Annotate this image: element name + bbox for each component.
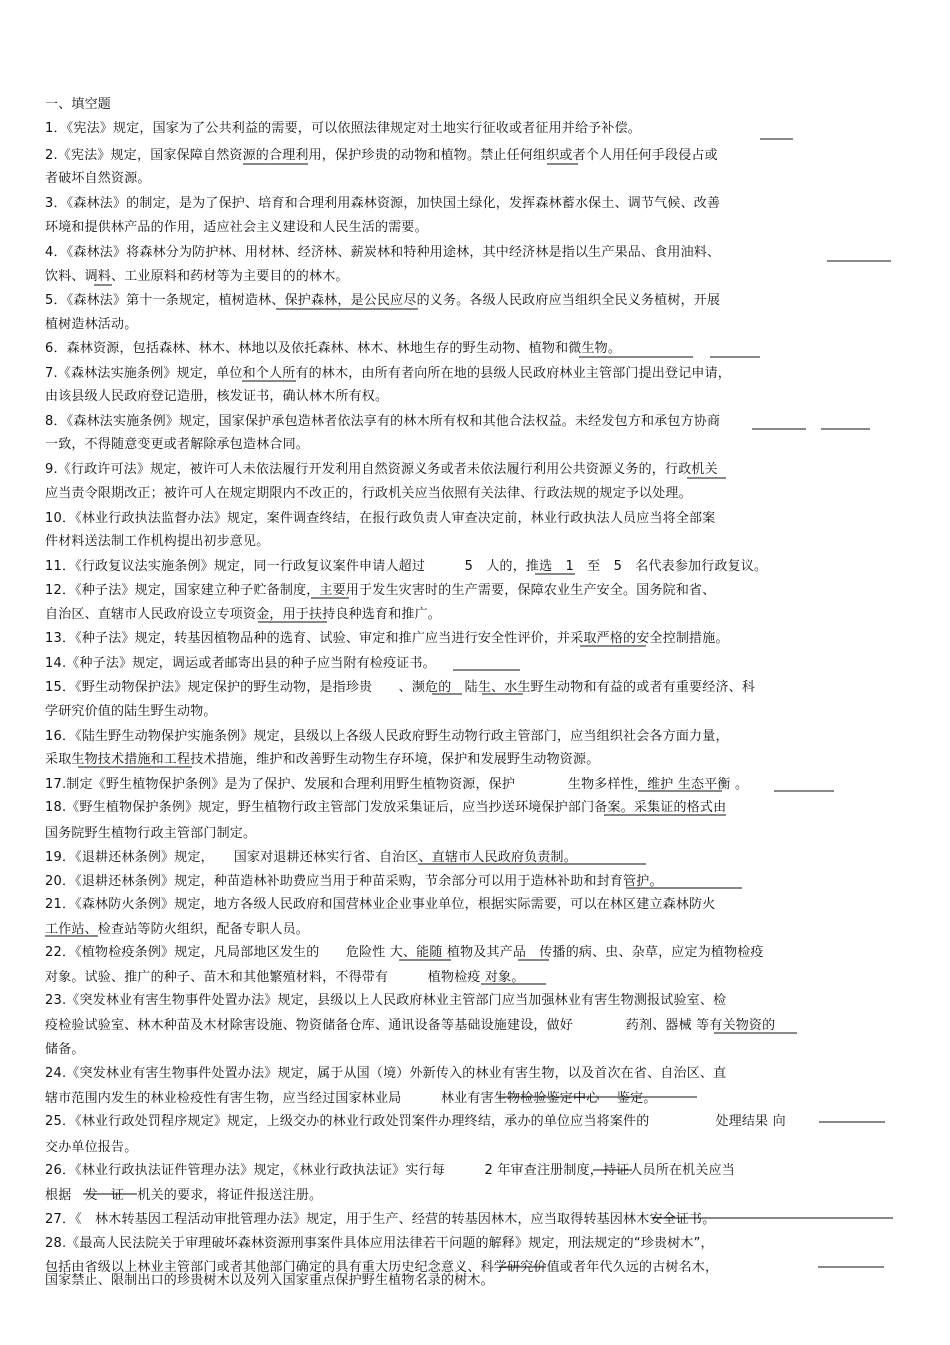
text-line: 5．《森林法》第十一条规定，植树造林、保护森林，是公民应尽的义务。各级人民政府应当组织全民义务植树，开展 [45,293,721,308]
text-line: 17.制定《野生植物保护条例》是为了保护、发展和合理利用野生植物资源，保护 生物多样性，维护 生态平衡 。 [45,777,749,792]
text-line: 21．《森林防火条例》规定，地方各级人民政府和国营林业企业事业单位，根据实际需要，可以在林区建立森林防火 [45,897,716,912]
text-line: 1．《宪法》规定，国家为了公共利益的需要，可以依照法律规定对土地实行征收或者征用并给予补偿。 [45,121,641,136]
text-line: 28.《最高人民法院关于审理破坏森林资源刑事案件具体应用法律若干问题的解释》规定，刑法规定的“珍贵树木”， [45,1236,714,1251]
text-line: 自治区、直辖市人民政府设立专项资金，用于扶持良种选育和推广。 [45,607,442,622]
text-line: 对象。试验、推广的种子、苗木和其他繁殖材料，不得带有 植物检疫 对象。 [45,970,525,985]
text-line: 疫检验试验室、林木种苗及木材除害设施、物资储备仓库、通讯设备等基础设施建设，做好 药剂、器械 等有关物资的 [45,1018,776,1033]
text-line: 8．《森林法实施条例》规定，国家保护承包造林者依法享有的林木所有权和其他合法权益。未经发包方和承包方协商 [45,414,721,429]
text-line: 储备。 [45,1042,85,1057]
text-line: 6．森林资源，包括森林、林木、林地以及依托森林、林木、林地生存的野生动物、植物和微生物。 [45,341,622,356]
text-line: 环境和提供林产品的作用，适应社会主义建设和人民生活的需要。 [45,220,428,235]
text-line: 国家禁止、限制出口的珍贵树木以及列入国家重点保护野生植物名录的树木。 [45,1273,494,1288]
text-line: 一致，不得随意变更或者解除承包造林合同。 [45,437,310,452]
text-line: 26．《林业行政执法证件管理办法》规定，《林业行政执法证》实行每 2 年审查注册制度，持证人员所在机关应当 [45,1163,735,1178]
text-line: 14.《种子法》规定，调运或者邮寄出县的种子应当附有检疫证书。 [45,656,436,671]
text-line: 应当责令限期改正；被许可人在规定期限内不改正的，行政机关应当依照有关法律、行政法规的规定予以处理。 [45,486,692,501]
text-line: 国务院野生植物行政主管部门制定。 [45,826,257,841]
text-line: 20．《退耕还林条例》规定，种苗造林补助费应当用于种苗采购，节余部分可以用于造林补助和封育管护。 [45,874,663,889]
text-line: 植树造林活动。 [45,317,138,332]
text-line: 4．《森林法》将森林分为防护林、用材林、经济林、薪炭林和特种用途林，其中经济林是指以生产果品、食用油料、 [45,245,721,260]
text-line: 12．《种子法》规定，国家建立种子贮备制度，主要用于发生灾害时的生产需要，保障农业生产安全。国务院和省、 [45,583,716,598]
text-line: 学研究价值的陆生野生动物。 [45,704,217,719]
text-line: 交办单位报告。 [45,1140,138,1155]
text-line: 件材料送法制工作机构提出初步意见。 [45,534,270,549]
text-line: 11．《行政复议法实施条例》规定，同一行政复议案件申请人超过 5 人的，推选 1 至 5 名代表参加行政复议。 [45,559,768,574]
text-line: 23.《突发林业有害生物事件处置办法》规定，县级以上人民政府林业主管部门应当加强林业有害生物测报试验室、检 [45,993,727,1008]
text-line: 16．《陆生野生动物保护实施条例》规定，县级以上各级人民政府野生动物行政主管部门，应当组织社会各方面力量， [45,729,729,744]
text-line: 由该县级人民政府登记造册，核发证书，确认林木所有权。 [45,389,389,404]
text-line: 24.《突发林业有害生物事件处置办法》规定，属于从国（境）外新传入的林业有害生物，以及首次在省、自治区、直 [45,1066,727,1081]
text-line: 18.《野生植物保护条例》规定，野生植物行政主管部门发放采集证后，应当抄送环境保护部门备案。采集证的格式由 [45,800,727,815]
section-title: 一、填空题 [45,97,112,112]
text-line: 工作站、检查站等防火组织，配备专职人员。 [45,922,310,937]
text-line: 7.《森林法实施条例》规定，单位和个人所有的林木，由所有者向所在地的县级人民政府林业主管部门提出登记申请， [45,366,732,381]
text-line: 根据 发 证 机关的要求，将证件报送注册。 [45,1188,323,1203]
text-line: 27．《 林木转基因工程活动审批管理办法》规定，用于生产、经营的转基因林木，应当取得转基因林木安全证书。 [45,1212,716,1227]
text-line: 9.《行政许可法》规定，被许可人未依法履行开发利用自然资源义务或者未依法履行利用公共资源义务的，行政机关 [45,462,718,477]
text-line: 饮料、调料、工业原料和药材等为主要目的的林木。 [45,269,349,284]
text-line: 2.《宪法》规定，国家保障自然资源的合理利用，保护珍贵的动物和植物。禁止任何组织或者个人用任何手段侵占或 [45,148,718,163]
text-line: 包括由省级以上林业主管部门或者其他部门确定的具有重大历史纪念意义、科学研究价值或者年代久远的古树名木， [45,1260,719,1275]
text-line: 者破坏自然资源。 [45,171,151,186]
text-line: 10．《林业行政执法监督办法》规定，案件调查终结，在报行政负责人审查决定前，林业行政执法人员应当将全部案 [45,511,716,526]
text-line: 3．《森林法》的制定，是为了保护、培育和合理利用森林资源，加快国土绿化，发挥森林蓄水保土、调节气候、改善 [45,196,721,211]
text-line: 22．《植物检疫条例》规定，凡局部地区发生的 危险性 大、能随 植物及其产品 传播的病、虫、杂草，应定为植物检疫 [45,945,764,960]
text-line: 13．《种子法》规定，转基因植物品种的选育、试验、审定和推广应当进行安全性评价，并采取严格的安全控制措施。 [45,631,729,646]
text-line: 15．《野生动物保护法》规定保护的野生动物，是指珍贵 、濒危的 陆生、水生野生动物和有益的或者有重要经济、科 [45,680,756,695]
text-line: 25．《林业行政处罚程序规定》规定，上级交办的林业行政处罚案件办理终结，承办的单位应当将案件的 处理结果 向 [45,1114,786,1129]
text-line: 辖市范围内发生的林业检疫性有害生物，应当经过国家林业局 林业有害生物检验鉴定中心 鉴定。 [45,1091,657,1106]
text-line: 19．《退耕还林条例》规定， 国家对退耕还林实行省、自治区、直辖市人民政府负责制。 [45,850,577,865]
text-line: 采取生物技术措施和工程技术措施，维护和改善野生动物生存环境，保护和发展野生动物资源。 [45,752,600,767]
